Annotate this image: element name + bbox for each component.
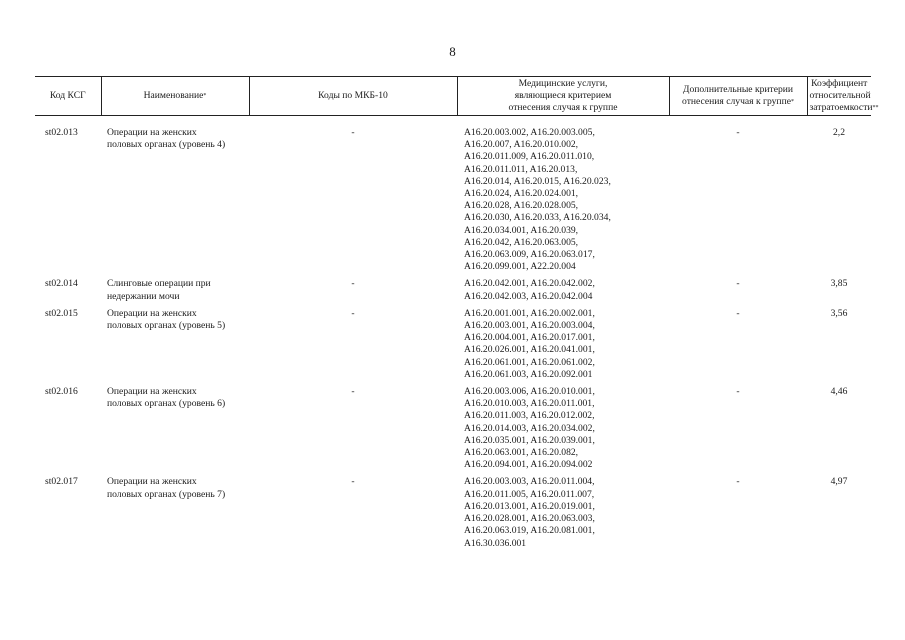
extra-criteria-cell: - (736, 307, 740, 319)
coefficient-cell: 3,85 (830, 278, 848, 290)
page-number: 8 (449, 44, 456, 59)
header-name: Наименование* (101, 77, 249, 116)
ksg-code-cell: st02.015 (45, 307, 78, 319)
table-row (35, 127, 871, 278)
mkb-codes-cell: - (351, 127, 355, 138)
medical-services-cell: A16.20.003.002, A16.20.003.005, A16.20.007, A16.20.010.002, A16.20.011.009, A16.20.011.010, A16.20.011.011, A16.20.013, A16.20.014, A16.20.015, A16.20.023, A16.20.024, A16.20.024.001, A16.20.028, A16.20.028.005, A16.20.030, A16.20.033, A16.20.034, A16.20.034.001, A16.20.039, A16.20.042, A16.20.063.005, A16.20.063.009, A16.20.063.017, A16.20.099.001, A22.20.004 (464, 127, 611, 273)
ksg-name-cell: Слинговые операции при недержании мочи (107, 278, 211, 302)
medical-services-cell: A16.20.001.001, A16.20.002.001, A16.20.003.001, A16.20.003.004, A16.20.004.001, A16.20.017.001, A16.20.026.001, A16.20.041.001, A16.20.061.001, A16.20.061.002, A16.20.061.003, A16.20.092.001 (464, 307, 595, 380)
mkb-codes-cell: - (351, 307, 355, 319)
ksg-name-cell: Операции на женских половых органах (уровень 5) (107, 307, 226, 332)
mkb-codes-cell: - (351, 476, 355, 488)
coefficient-cell: 3,56 (830, 307, 848, 319)
coefficient-cell: 2,2 (833, 127, 845, 138)
extra-criteria-cell: - (736, 476, 740, 488)
coefficient-cell: 4,46 (830, 386, 848, 398)
ksg-name-cell: Операции на женских половых органах (уровень 4) (107, 127, 226, 151)
table-row (35, 386, 871, 476)
extra-criteria-cell: - (736, 127, 740, 138)
medical-services-cell: A16.20.003.006, A16.20.010.001, A16.20.010.003, A16.20.011.001, A16.20.011.003, A16.20.012.002, A16.20.014.003, A16.20.034.002, A16.20.035.001, A16.20.039.001, A16.20.063.001, A16.20.082, A16.20.094.001, A16.20.094.002 (464, 386, 595, 471)
ksg-name-cell: Операции на женских половых органах (уровень 6) (107, 386, 226, 410)
table-header-row (35, 77, 871, 116)
header-mkb: Коды по МКБ-10 (249, 77, 457, 116)
table-row (35, 278, 871, 307)
table-row (35, 476, 871, 554)
ksg-code-cell: st02.014 (45, 278, 78, 290)
mkb-codes-cell: - (351, 386, 355, 398)
coefficient-cell: 4,97 (830, 476, 848, 488)
extra-criteria-cell: - (736, 278, 740, 290)
ksg-code-cell: st02.016 (45, 386, 78, 398)
extra-criteria-cell: - (736, 386, 740, 398)
header-coefficient: Коэффициент относительной затратоемкости** (807, 77, 871, 116)
ksg-table (35, 76, 879, 555)
medical-services-cell: A16.20.042.001, A16.20.042.002, A16.20.042.003, A16.20.042.004 (464, 278, 595, 302)
header-extra-criteria: Дополнительные критерии отнесения случая к группе* (669, 77, 807, 116)
header-code: Код КСГ (35, 77, 101, 116)
medical-services-cell: A16.20.003.003, A16.20.011.004, A16.20.011.005, A16.20.011.007, A16.20.013.001, A16.20.019.001, A16.20.028.001, A16.20.063.003, A16.20.063.019, A16.20.081.001, A16.30.036.001 (464, 476, 595, 549)
mkb-codes-cell: - (351, 278, 355, 290)
ksg-code-cell: st02.013 (45, 127, 78, 138)
table-row (35, 308, 871, 386)
header-services: Медицинские услуги, являющиеся критерием отнесения случая к группе (457, 77, 669, 116)
ksg-name-cell: Операции на женских половых органах (уровень 7) (107, 476, 226, 500)
ksg-code-cell: st02.017 (45, 476, 78, 488)
